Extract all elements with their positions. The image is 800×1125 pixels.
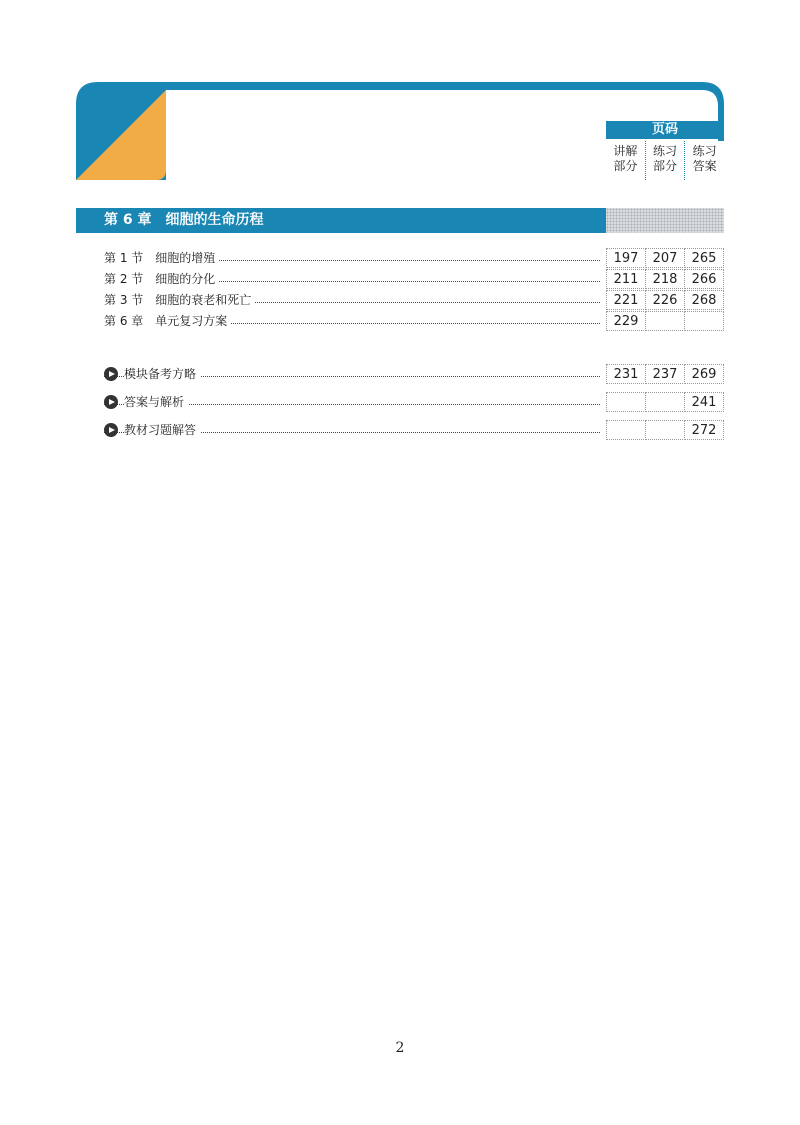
section-label[interactable]: 第 1 节 细胞的增殖: [104, 248, 219, 268]
page-exercise[interactable]: 226: [645, 290, 685, 310]
page-numbers: [606, 248, 724, 268]
page-answers[interactable]: 268: [684, 290, 724, 310]
toc-row-answers[interactable]: [104, 392, 724, 412]
page-answers[interactable]: 269: [684, 364, 724, 384]
toc-row-section-1[interactable]: [104, 248, 724, 268]
page-numbers: [606, 364, 724, 384]
section-label[interactable]: 第 3 节 细胞的衰老和死亡: [104, 290, 255, 310]
page-lecture[interactable]: 211: [606, 269, 646, 289]
extra-label[interactable]: 模块备考方略: [124, 364, 200, 384]
page-lecture[interactable]: 229: [606, 311, 646, 331]
play-circle-icon: [104, 423, 118, 437]
extra-label[interactable]: 教材习题解答: [124, 420, 200, 440]
chapter-title[interactable]: 第 6 章 细胞的生命历程: [76, 208, 606, 233]
column-exercise: 练习 部分: [646, 141, 686, 180]
page-code-header: [606, 121, 724, 180]
page-numbers: [606, 290, 724, 310]
page-answers[interactable]: 241: [684, 392, 724, 412]
page-numbers: [606, 420, 724, 440]
page-lecture[interactable]: 197: [606, 248, 646, 268]
page-number: 2: [395, 1040, 405, 1056]
section-label[interactable]: 第 2 节 细胞的分化: [104, 269, 219, 289]
play-circle-icon: [104, 395, 118, 409]
column-answers: 练习 答案: [692, 144, 717, 173]
chapter-bar-pattern: [606, 208, 724, 233]
toc-row-review[interactable]: [104, 311, 724, 331]
page-lecture: [606, 392, 646, 412]
page-numbers: [606, 269, 724, 289]
toc-row-textbook-solutions[interactable]: [104, 420, 724, 440]
chapter-bar[interactable]: [76, 208, 724, 233]
extra-label[interactable]: 答案与解析: [124, 392, 188, 412]
page-exercise[interactable]: 218: [645, 269, 685, 289]
page-lecture[interactable]: 221: [606, 290, 646, 310]
page-exercise[interactable]: 207: [645, 248, 685, 268]
column-lecture: 讲解 部分: [606, 141, 646, 180]
page-exercise: [645, 392, 685, 412]
page-answers[interactable]: 272: [684, 420, 724, 440]
page-answers[interactable]: 265: [684, 248, 724, 268]
page-code-columns: [606, 141, 724, 180]
toc-row-section-3[interactable]: [104, 290, 724, 310]
play-circle-icon: [104, 367, 118, 381]
page-exercise[interactable]: [645, 311, 685, 331]
page-numbers: [606, 392, 724, 412]
page-lecture: [606, 420, 646, 440]
page-lecture[interactable]: 231: [606, 364, 646, 384]
page-answers[interactable]: 266: [684, 269, 724, 289]
section-label[interactable]: 第 6 章 单元复习方案: [104, 311, 231, 331]
toc-row-section-2[interactable]: [104, 269, 724, 289]
toc-row-module-strategy[interactable]: [104, 364, 724, 384]
page-exercise: [645, 420, 685, 440]
page-numbers: [606, 311, 724, 331]
page-exercise[interactable]: 237: [645, 364, 685, 384]
page-code-title: 页码: [606, 121, 724, 139]
page-answers[interactable]: [684, 311, 724, 331]
